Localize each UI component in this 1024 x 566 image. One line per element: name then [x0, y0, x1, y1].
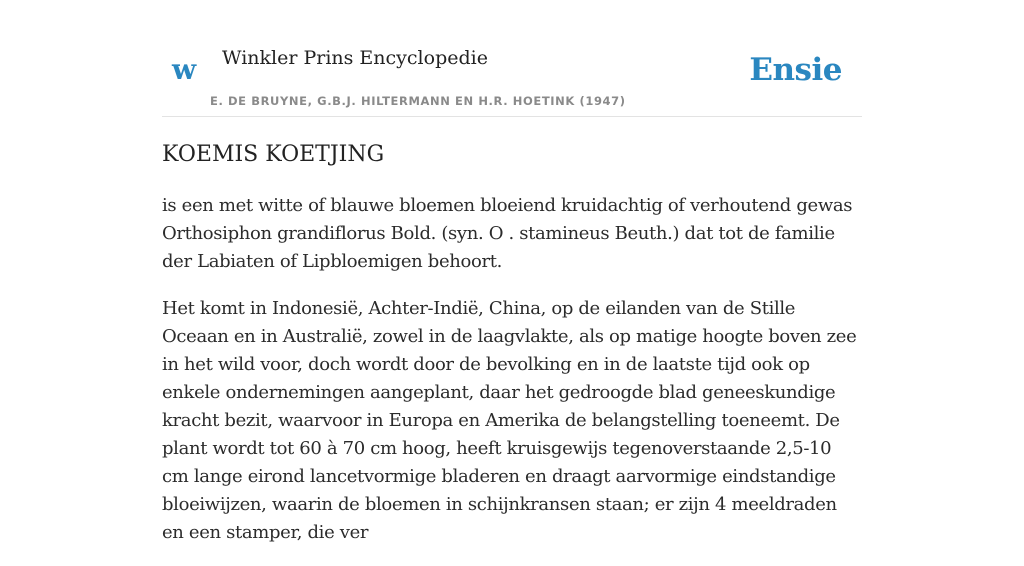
winkler-prins-logo[interactable]: w [172, 53, 197, 86]
entry-body [162, 192, 862, 566]
ensie-logo-link[interactable]: Ensie [749, 52, 842, 88]
entry-paragraph: Het komt in Indonesië, Achter-Indië, China, op de eilanden van de Stille Oceaan en in Australië, zowel in de laagvlakte, als op matige hoogte boven zee in het wild voor, doch wordt door de bevolking en in de laatste tijd ook op enkele ondernemingen aangeplant, daar het gedroogde blad geneeskundige kracht bezit, waarvoor in Europa en Amerika de belangstelling toeneemt. De plant wordt tot 60 à 70 cm hoog, heeft kruisgewijs tegenoverstaande 2,5-10 cm lange eirond lancetvormige bladeren en draagt aarvormige eindstandige bloeiwijzen, waarin de bloemen in schijnkransen staan; er zijn 4 meeldraden en een stamper, die ver [162, 298, 857, 543]
entry-paragraph: is een met witte of blauwe bloemen bloeiend kruidachtig of verhoutend gewas Orthosiphon grandiflorus Bold. (syn. O . stamineus Beuth.) dat tot de familie der Labiaten of Lipbloemigen behoort. [162, 195, 853, 272]
source-title-link[interactable]: Winkler Prins Encyclopedie [222, 47, 488, 69]
source-header [162, 0, 862, 117]
source-authors: E. DE BRUYNE, G.B.J. HILTERMANN EN H.R. HOETINK (1947) [210, 94, 626, 108]
entry-title: KOEMIS KOETJING [162, 142, 385, 167]
